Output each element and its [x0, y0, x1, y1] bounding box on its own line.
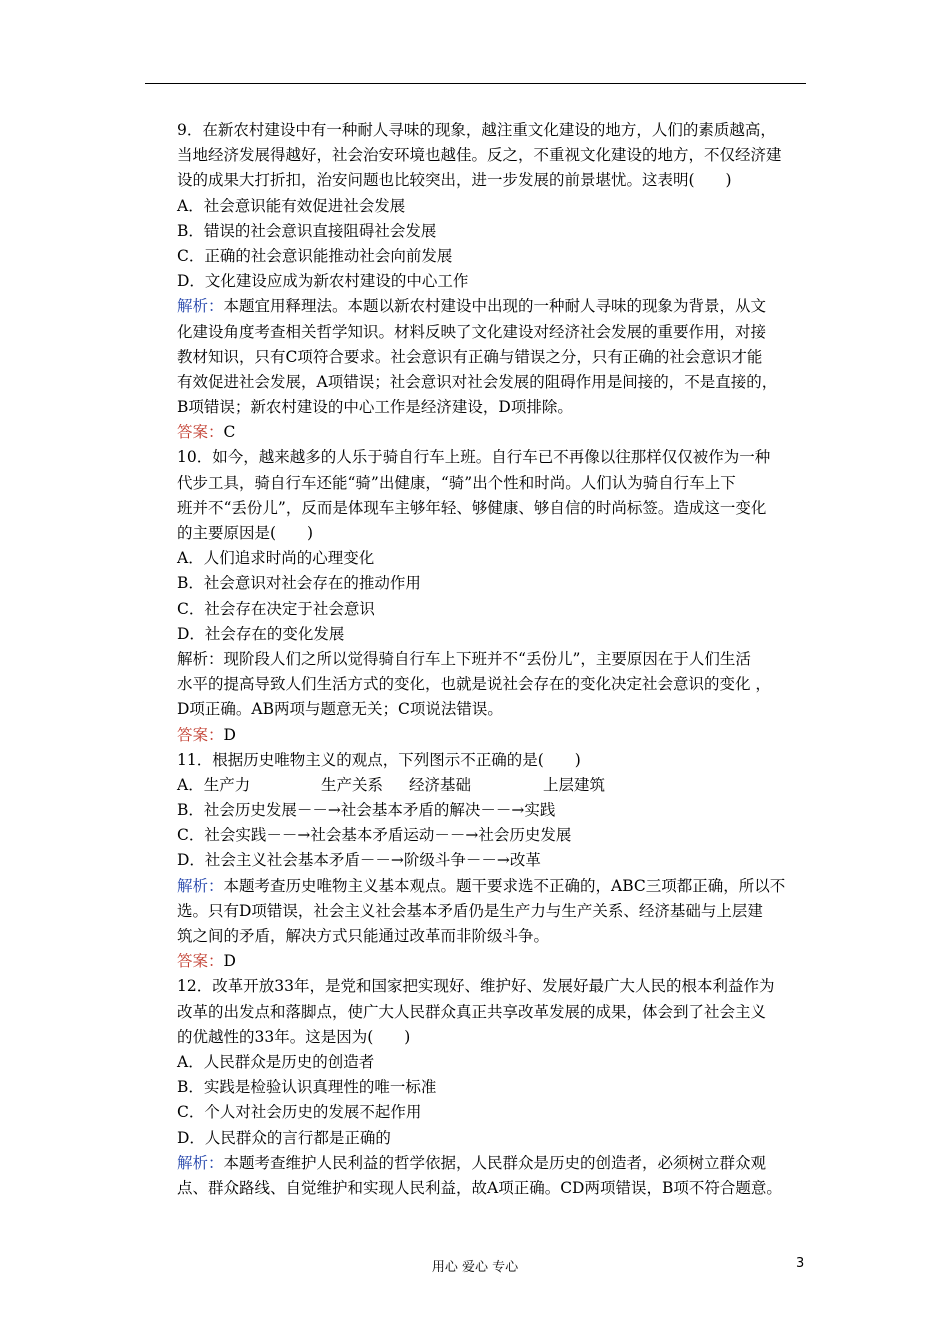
analysis-line: 化建设角度考查相关哲学知识。材料反映了文化建设对经济社会发展的重要作用，对接	[177, 322, 767, 341]
analysis-label: 解析：	[177, 1153, 224, 1172]
answer-label: 答案：	[177, 725, 224, 744]
analysis-text: 本题考查历史唯物主义基本观点。题干要求选不正确的，ABC三项都正确，所以不	[223, 876, 786, 895]
question-stem-line: 当地经济发展得越好，社会治安环境也越佳。反之，不重视文化建设的地方，不仅经济建	[177, 146, 782, 165]
analysis-line	[177, 647, 812, 672]
page-content	[177, 118, 812, 1201]
option-c: C．正确的社会意识能推动社会向前发展	[177, 246, 453, 265]
analysis-line	[177, 294, 812, 319]
question-12	[177, 974, 812, 1201]
option-c: C．社会实践－－→社会基本矛盾运动－－→社会历史发展	[177, 826, 572, 845]
option-b: B．社会意识对社会存在的推动作用	[177, 574, 421, 593]
page-footer: 用心 爱心 专心	[431, 1260, 519, 1275]
option-d: D．社会主义社会基本矛盾－－→阶级斗争－－→改革	[177, 851, 541, 870]
analysis-line: B项错误；新农村建设的中心工作是经济建设，D项排除。	[177, 398, 573, 417]
analysis-text: 本题考查维护人民利益的哲学依据，人民群众是历史的创造者，必须树立群众观	[223, 1153, 767, 1172]
question-11	[177, 748, 812, 975]
answer-line	[177, 420, 812, 445]
question-stem-line: 12．改革开放33年，是党和国家把实现好、维护好、发展好最广大人民的根本利益作为	[177, 977, 775, 996]
analysis-text: 本题宜用释理法。本题以新农村建设中出现的一种耐人寻味的现象为背景，从文	[223, 297, 767, 316]
option-a-term: 生产关系	[321, 775, 384, 794]
analysis-text: 现阶段人们之所以觉得骑自行车上下班并不“丢份儿”，主要原因在于人们生活	[223, 649, 751, 668]
option-a-term: 经济基础	[409, 775, 472, 794]
analysis-label: 解析：	[177, 876, 224, 895]
analysis-line	[177, 1151, 812, 1176]
analysis-label: 解析：	[177, 297, 224, 316]
option-c: C．个人对社会历史的发展不起作用	[177, 1103, 422, 1122]
question-9	[177, 118, 812, 445]
option-d: D．文化建设应成为新农村建设的中心工作	[177, 272, 469, 291]
answer-line	[177, 949, 812, 974]
option-b: B．实践是检验认识真理性的唯一标准	[177, 1078, 437, 1097]
option-d: D．社会存在的变化发展	[177, 624, 345, 643]
question-stem-line: 11．根据历史唯物主义的观点，下列图示不正确的是( )	[177, 750, 581, 769]
analysis-line: 筑之间的矛盾，解决方式只能通过改革而非阶级斗争。	[177, 927, 550, 945]
page-number: 3	[796, 1256, 805, 1271]
analysis-line: 有效促进社会发展，A项错误；社会意识对社会发展的阻碍作用是间接的，不是直接的，	[177, 372, 778, 391]
option-b: B．社会历史发展－－→社会基本矛盾的解决－－→实践	[177, 801, 556, 820]
answer-label: 答案：	[177, 952, 224, 971]
analysis-line: D项正确。AB两项与题意无关；C项说法错误。	[177, 700, 503, 719]
question-stem-line: 10．如今，越来越多的人乐于骑自行车上班。自行车已不再像以往那样仅仅被作为一种	[177, 448, 771, 467]
question-10	[177, 445, 812, 747]
question-stem-line: 9．在新农村建设中有一种耐人寻味的现象，越注重文化建设的地方，人们的素质越高，	[177, 121, 776, 139]
option-a	[177, 773, 812, 798]
option-a: A．人民群众是历史的创造者	[177, 1052, 375, 1071]
analysis-label: 解析：	[177, 649, 224, 668]
option-a-prefix: A．生产力	[177, 775, 251, 794]
answer-label: 答案：	[177, 423, 224, 442]
option-c: C．社会存在决定于社会意识	[177, 599, 375, 618]
analysis-line: 点、群众路线、自觉维护和实现人民利益，故A项正确。CD两项错误，B项不符合题意。	[177, 1178, 782, 1197]
option-a: A．人们追求时尚的心理变化	[177, 549, 375, 568]
analysis-line	[177, 874, 812, 899]
question-stem-line: 的优越性的33年。这是因为( )	[177, 1027, 411, 1046]
analysis-line: 选。只有D项错误，社会主义社会基本矛盾仍是生产力与生产关系、经济基础与上层建	[177, 901, 763, 920]
option-d: D．人民群众的言行都是正确的	[177, 1128, 391, 1147]
question-stem-line: 改革的出发点和落脚点，使广大人民群众真正共享改革发展的成果，体会到了社会主义	[177, 1002, 767, 1021]
analysis-line: 教材知识，只有C项符合要求。社会意识有正确与错误之分，只有正确的社会意识才能	[177, 347, 763, 366]
question-stem-line: 的主要原因是( )	[177, 524, 314, 542]
answer-line	[177, 723, 812, 748]
question-stem-line: 班并不“丢份儿”，反而是体现车主够年轻、够健康、够自信的时尚标签。造成这一变化	[177, 498, 767, 517]
option-a: A．社会意识能有效促进社会发展	[177, 196, 406, 215]
header-rule	[145, 83, 806, 84]
option-b: B．错误的社会意识直接阻碍社会发展	[177, 221, 437, 240]
question-stem-line: 代步工具，骑自行车还能“骑”出健康，“骑”出个性和时尚。人们认为骑自行车上下	[177, 473, 736, 492]
analysis-line: 水平的提高导致人们生活方式的变化，也就是说社会存在的变化决定社会意识的变化 ，	[177, 675, 771, 694]
option-a-term: 上层建筑	[543, 775, 606, 794]
answer-value: C	[223, 423, 236, 442]
answer-value: D	[223, 725, 236, 744]
answer-value: D	[223, 952, 236, 971]
question-stem-line: 设的成果大打折扣，治安问题也比较突出，进一步发展的前景堪忧。这表明( )	[177, 171, 732, 190]
